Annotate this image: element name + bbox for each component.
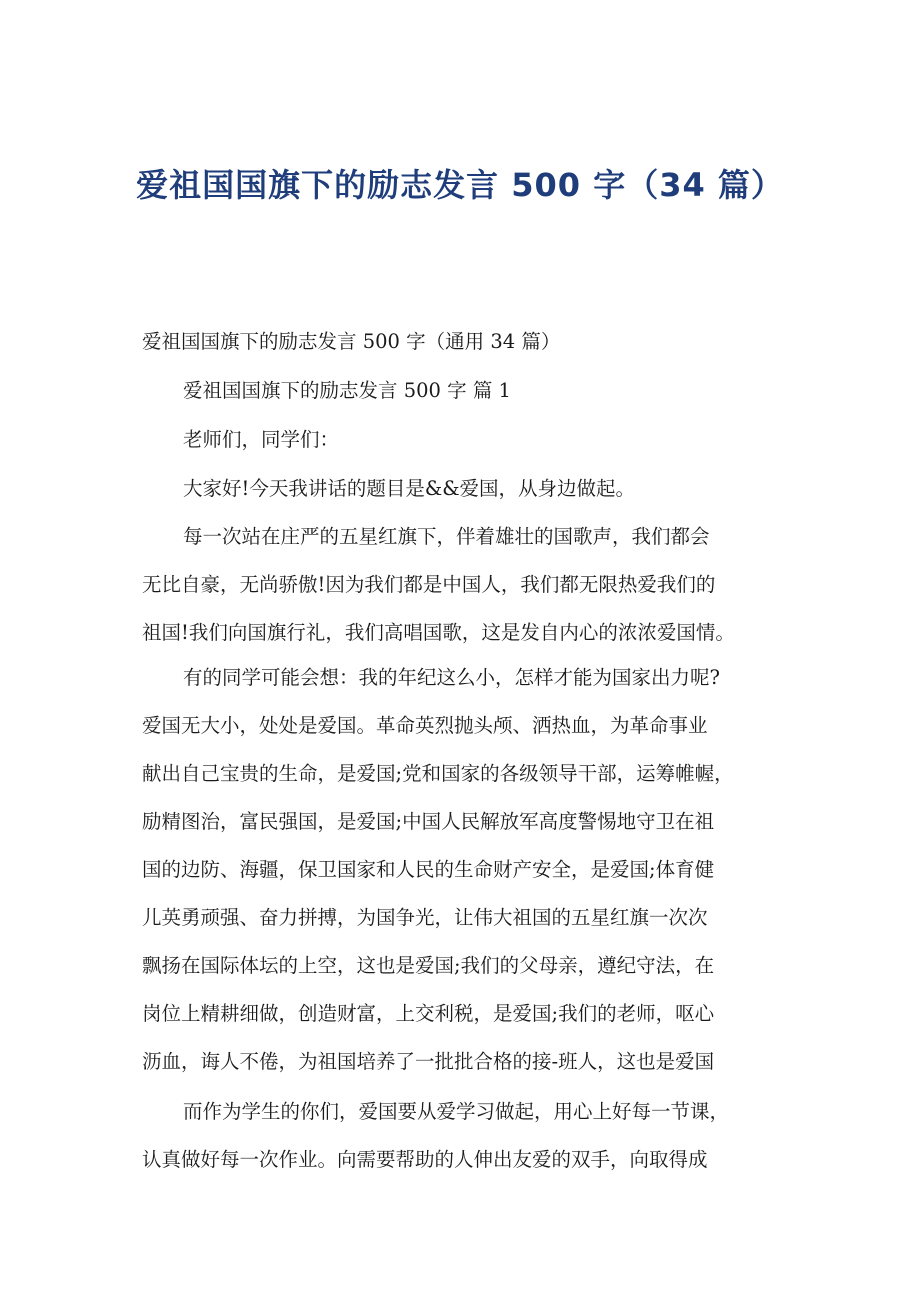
paragraph-3-line: 而作为学生的你们，爱国要从爱学习做起，用心上好每一节课， [183, 1100, 730, 1123]
paragraph-1-line: 每一次站在庄严的五星红旗下，伴着雄壮的国歌声，我们都会 [183, 525, 710, 548]
paragraph-1-line: 祖国!我们向国旗行礼，我们高唱国歌，这是发自内心的浓浓爱国情。 [142, 621, 735, 644]
paragraph-2-line: 献出自己宝贵的生命，是爱国;党和国家的各级领导干部，运筹帷幄， [142, 762, 734, 785]
paragraph-3-line: 认真做好每一次作业。向需要帮助的人伸出友爱的双手，向取得成 [142, 1148, 708, 1171]
paragraph-2-line: 岗位上精耕细做，创造财富，上交利税，是爱国;我们的老师，呕心 [142, 1002, 715, 1025]
paragraph-2-line: 沥血，诲人不倦，为祖国培养了一批批合格的接-班人，这也是爱国 [142, 1050, 715, 1073]
paragraph-2-line: 国的边防、海疆，保卫国家和人民的生命财产安全，是爱国;体育健 [142, 858, 715, 881]
document-title: 爱祖国国旗下的励志发言 500 字（34 篇） [136, 166, 784, 204]
greeting-line: 大家好!今天我讲话的题目是&&爱国，从身边做起。 [183, 477, 636, 500]
paragraph-1-line: 无比自豪，无尚骄傲!因为我们都是中国人，我们都无限热爱我们的 [142, 573, 716, 596]
document-subtitle: 爱祖国国旗下的励志发言 500 字（通用 34 篇） [142, 330, 561, 353]
paragraph-2-line: 励精图治，富民强国，是爱国;中国人民解放军高度警惕地守卫在祖 [142, 810, 715, 833]
paragraph-2-line: 爱国无大小，处处是爱国。革命英烈抛头颅、洒热血，为革命事业 [142, 714, 708, 737]
salutation-line: 老师们，同学们： [183, 428, 340, 451]
section-heading: 爱祖国国旗下的励志发言 500 字 篇 1 [183, 379, 511, 402]
paragraph-2-line: 飘扬在国际体坛的上空，这也是爱国;我们的父母亲，遵纪守法，在 [142, 954, 715, 977]
paragraph-2-line: 有的同学可能会想：我的年纪这么小，怎样才能为国家出力呢? [183, 666, 720, 689]
paragraph-2-line: 儿英勇顽强、奋力拼搏，为国争光，让伟大祖国的五星红旗一次次 [142, 906, 708, 929]
